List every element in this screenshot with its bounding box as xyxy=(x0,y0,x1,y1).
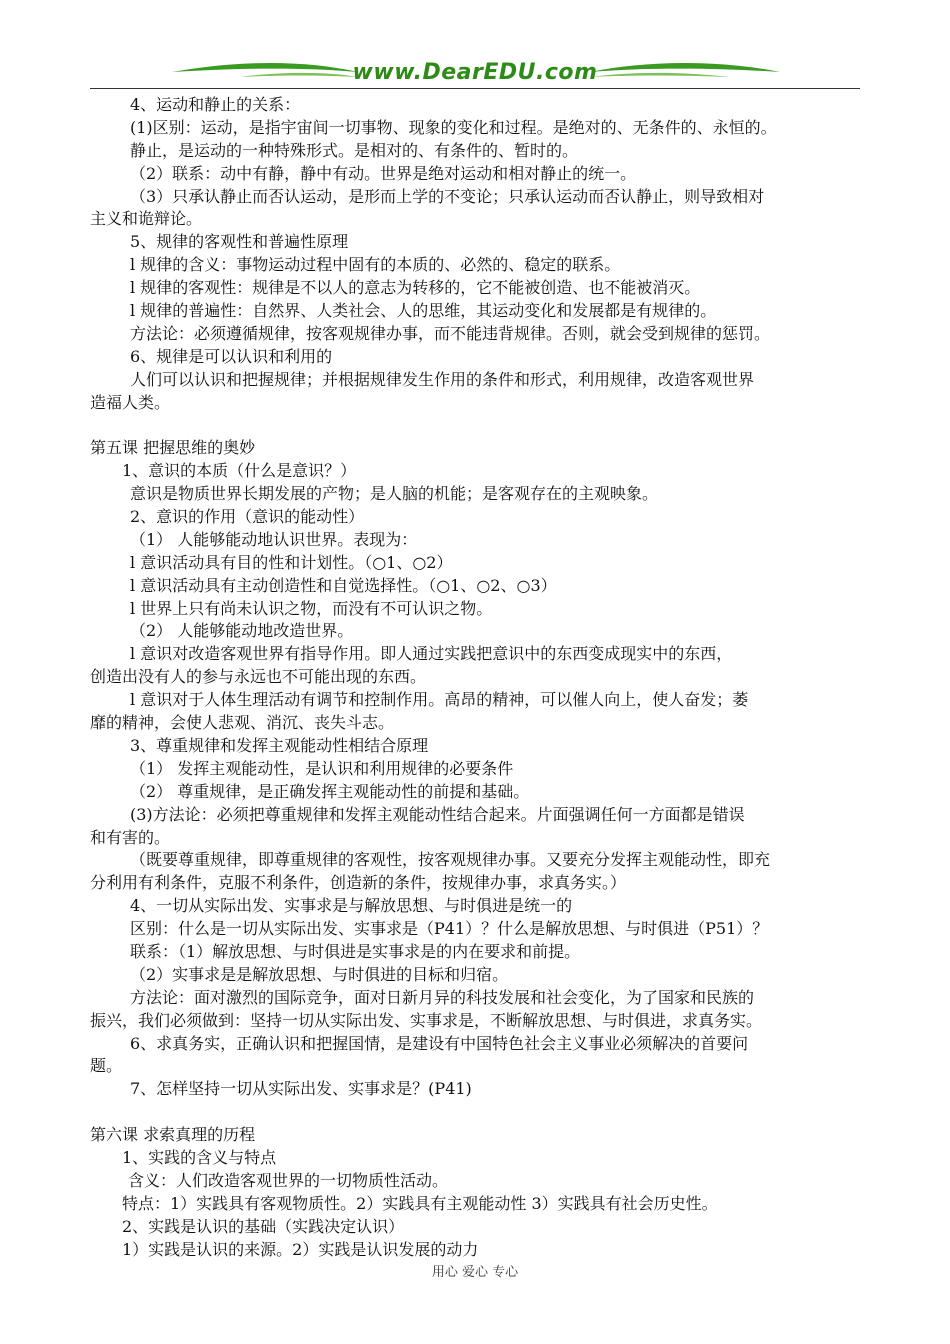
text-line: l 意识活动具有目的性和计划性。（○1、○2） xyxy=(130,552,453,572)
site-url: www.DearEDU.com xyxy=(352,60,598,85)
text-line: （2） 人能够能动地改造世界。 xyxy=(130,621,354,641)
text-line: 1）实践是认识的来源。2）实践是认识发展的动力 xyxy=(122,1239,479,1259)
text-line: （2） 尊重规律，是正确发挥主观能动性的前提和基础。 xyxy=(130,781,530,801)
text-line: （2）联系：动中有静，静中有动。世界是绝对运动和相对静止的统一。 xyxy=(130,163,637,183)
text-line: l 规律的客观性：规律是不以人的意志为转移的，它不能被创造、也不能被消灭。 xyxy=(130,278,701,298)
text-line: 1、实践的含义与特点 xyxy=(122,1147,277,1167)
text-line: 题。 xyxy=(90,1056,123,1076)
text-line: 4、一切从实际出发、实事求是与解放思想、与时俱进是统一的 xyxy=(130,896,573,916)
text-line: 1、意识的本质（什么是意识？） xyxy=(122,461,357,481)
text-line: 6、规律是可以认识和利用的 xyxy=(130,346,333,366)
text-line: 区别：什么是一切从实际出发、实事求是（P41）？什么是解放思想、与时俱进（P51）？ xyxy=(130,919,769,939)
text-line: （3）只承认静止而否认运动，是形而上学的不变论；只承认运动而否认静止，则导致相对 xyxy=(130,186,765,206)
text-line: l 规律的含义：事物运动过程中固有的本质的、必然的、稳定的联系。 xyxy=(130,255,621,275)
page-footer: 用心 爱心 专心 xyxy=(431,1265,519,1280)
text-line: l 世界上只有尚未认识之物，而没有不可认识之物。 xyxy=(130,598,493,618)
text-line: 静止，是运动的一种特殊形式。是相对的、有条件的、暂时的。 xyxy=(130,140,579,160)
text-line: （2）实事求是是解放思想、与时俱进的目标和归宿。 xyxy=(130,964,509,984)
text-line: 7、怎样坚持一切从实际出发、实事求是？(P41) xyxy=(130,1079,472,1099)
text-line: 人们可以认识和把握规律；并根据规律发生作用的条件和形式，利用规律，改造客观世界 xyxy=(130,369,755,389)
text-line: 2、实践是认识的基础（实践决定认识） xyxy=(122,1216,405,1236)
text-line: （1） 发挥主观能动性，是认识和利用规律的必要条件 xyxy=(130,758,514,778)
text-line: 6、求真务实，正确认识和把握国情，是建设有中国特色社会主义事业必须解决的首要问 xyxy=(130,1033,749,1053)
text-line: （1） 人能够能动地认识世界。表现为： xyxy=(130,529,418,549)
text-line: 分利用有利条件，克服不利条件，创造新的条件，按规律办事，求真务实。） xyxy=(90,873,627,893)
text-line: l 意识活动具有主动创造性和自觉选择性。（○1、○2、○3） xyxy=(130,575,557,595)
text-line: 靡的精神，会使人悲观、消沉、丧失斗志。 xyxy=(90,713,395,733)
text-line: (3)方法论：必须把尊重规律和发挥主观能动性结合起来。片面强调任何一方面都是错误 xyxy=(130,804,745,824)
text-line: 第五课 把握思维的奥妙 xyxy=(90,438,256,458)
blank-line xyxy=(90,1101,862,1124)
text-line: 意识是物质世界长期发展的产物；是人脑的机能；是客观存在的主观映象。 xyxy=(130,484,659,504)
text-line: 5、规律的客观性和普遍性原理 xyxy=(130,232,349,252)
header-rule xyxy=(90,88,860,89)
text-line: 方法论：面对激烈的国际竞争，面对日新月异的科技发展和社会变化，为了国家和民族的 xyxy=(130,987,755,1007)
text-line: 创造出没有人的参与永远也不可能出现的东西。 xyxy=(90,667,427,687)
document-body xyxy=(90,94,862,1261)
text-line: 第六课 求索真理的历程 xyxy=(90,1125,256,1145)
text-line: 特点：1）实践具有客观物质性。2）实践具有主观能动性 3）实践具有社会历史性。 xyxy=(122,1193,718,1213)
text-line: 振兴，我们必须做到：坚持一切从实际出发、实事求是，不断解放思想、与时俱进，求真务实。 xyxy=(90,1010,763,1030)
text-line: 2、意识的作用（意识的能动性） xyxy=(130,507,365,527)
text-line: 方法论：必须遵循规律，按客观规律办事，而不能违背规律。否则，就会受到规律的惩罚。 xyxy=(130,323,771,343)
text-line: l 规律的普遍性：自然界、人类社会、人的思维，其运动变化和发展都是有规律的。 xyxy=(130,301,717,321)
text-line: 主义和诡辩论。 xyxy=(90,209,203,229)
text-line: 联系：（1）解放思想、与时俱进是实事求是的内在要求和前提。 xyxy=(130,941,581,961)
site-header xyxy=(90,58,860,92)
text-line: 和有害的。 xyxy=(90,827,171,847)
text-line: 4、运动和静止的关系： xyxy=(130,95,301,114)
text-line: 含义：人们改造客观世界的一切物质性活动。 xyxy=(128,1170,449,1190)
text-line: 造福人类。 xyxy=(90,392,171,412)
blank-line xyxy=(90,414,862,437)
text-line: l 意识对改造客观世界有指导作用。即人通过实践把意识中的东西变成现实中的东西， xyxy=(130,644,733,664)
text-line: 3、尊重规律和发挥主观能动性相结合原理 xyxy=(130,735,429,755)
text-line: (1)区别：运动，是指宇宙间一切事物、现象的变化和过程。是绝对的、无条件的、永恒的。 xyxy=(130,117,777,137)
text-line: （既要尊重规律，即尊重规律的客观性，按客观规律办事。又要充分发挥主观能动性，即充 xyxy=(130,850,771,870)
text-line: l 意识对于人体生理活动有调节和控制作用。高昂的精神，可以催人向上，使人奋发；萎 xyxy=(130,690,749,710)
